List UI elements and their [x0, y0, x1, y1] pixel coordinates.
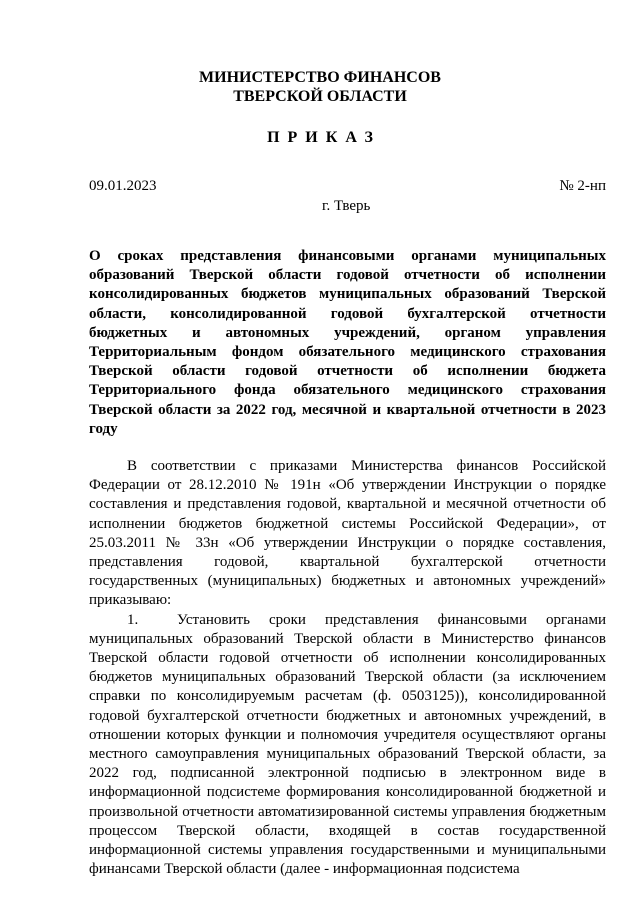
- preamble-paragraph: В соответствии с приказами Министерства финансов Российской Федерации от 28.12.2010 № 191н «Об утверждении Инструкции о порядке составления и представления годовой, квартальной и месячной отчетности об исполнении бюджетов бюджетной системы Российской Федерации», от 25.03.2011 № 33н «Об утверждении Инструкции о порядке составления, представления годовой, квартальной бухгалтерской отчетности государственных (муниципальных) бюджетных и автономных учреждений» приказываю:: [89, 458, 606, 609]
- document-date: 09.01.2023: [89, 178, 157, 194]
- ministry-name: МИНИСТЕРСТВО ФИНАНСОВ: [199, 69, 441, 86]
- item-number: 1.: [127, 611, 139, 628]
- item-text: Установить сроки представления финансовыми органами муниципальных образований Тверской области в Министерство финансов Тверской области годовой отчетности об исполнении консолидированных бюджетов муниципальных образований Тверской области (за исключением справки по консолидируемым расчетам (ф. 0503125)), консолидированной годовой бухгалтерской отчетности бюджетных и автономных учреждений, в отношении которых функции и полномочия учредителя осуществляют органы местного самоуправления муниципальных образований Тверской области, за 2022 год, подписанной электронной подписью в электронном виде в информационной подсистеме формирования консолидированной бюджетной и произвольной отчетности автоматизированной системы управления бюджетным процессом Тверской области, входящей в состав государственной информационной системы управления государственными и муниципальными финансами Тверской области (далее - информационная подсистема: [89, 611, 606, 878]
- document-body: [89, 457, 606, 879]
- document-subject: О сроках представления финансовыми органами муниципальных образований Тверской области годовой отчетности об исполнении консолидированных бюджетов муниципальных образований Тверской области, консолидированной годовой бухгалтерской отчетности бюджетных и автономных учреждений, органом управления Территориальным фондом обязательного медицинского страхования Тверской области годовой отчетности об исполнении бюджета Территориального фонда обязательного медицинского страхования Тверской области за 2022 год, месячной и квартальной отчетности в 2023 году: [89, 248, 606, 437]
- document-type: ПРИКАЗ: [267, 129, 381, 146]
- ministry-region: ТВЕРСКОЙ ОБЛАСТИ: [233, 88, 407, 105]
- document-city: г. Тверь: [322, 198, 371, 214]
- ministry-header: [0, 68, 640, 106]
- order-item-1: [89, 611, 606, 880]
- document-number: № 2-нп: [559, 178, 606, 194]
